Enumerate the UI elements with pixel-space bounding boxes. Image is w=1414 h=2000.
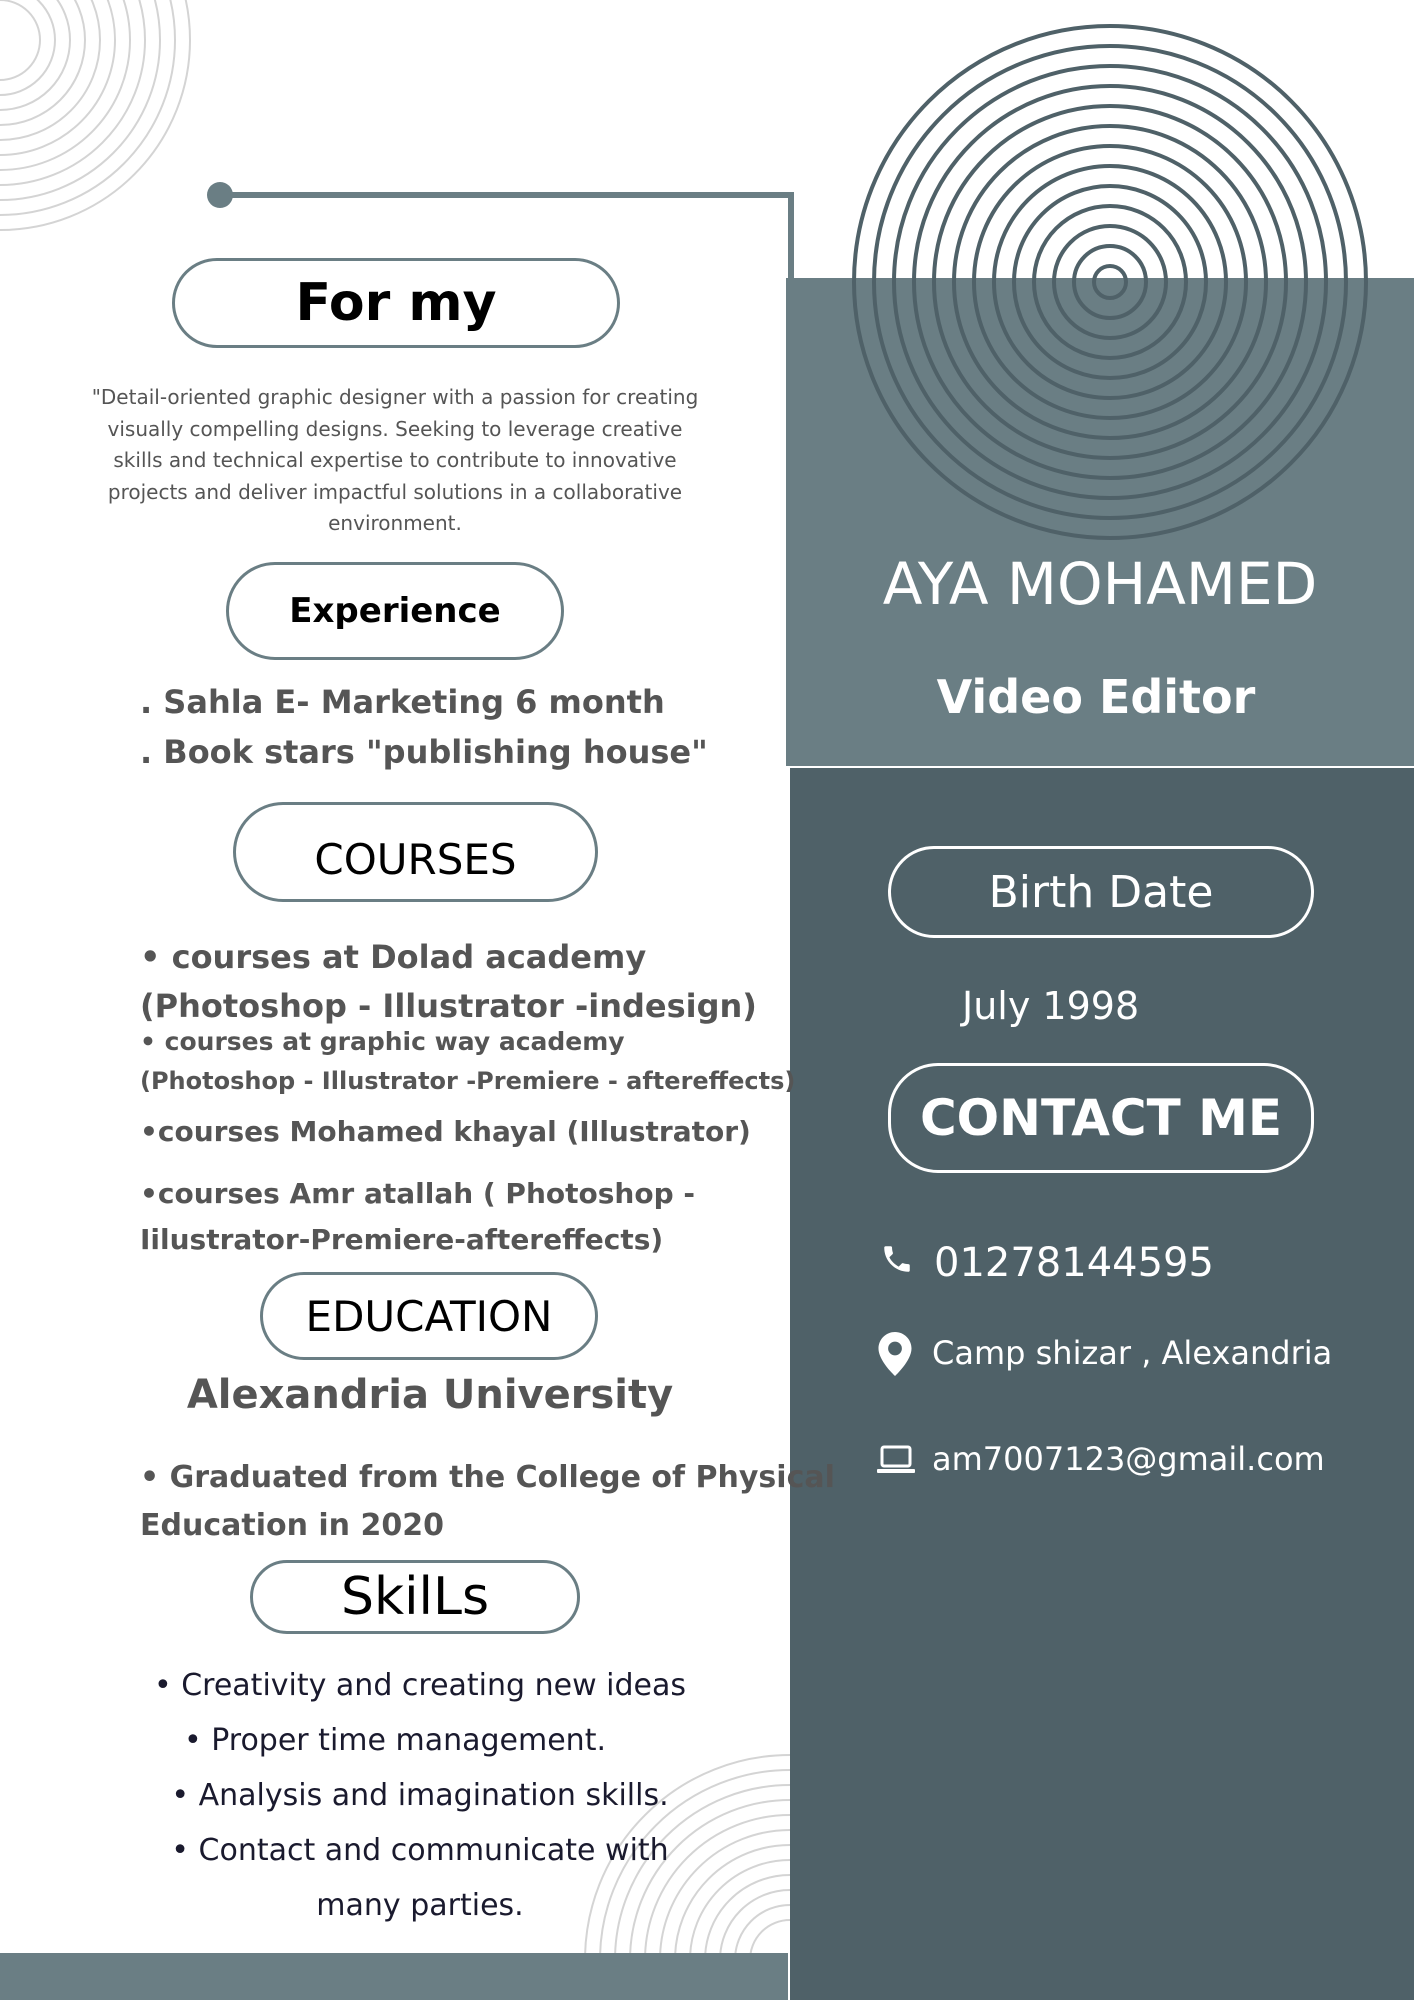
phone-icon <box>880 1242 914 1276</box>
about-heading <box>172 258 620 348</box>
skills-list <box>120 1658 720 1933</box>
education-detail: Education in 2020 <box>140 1508 444 1543</box>
course-item: • courses at graphic way academy <box>140 1027 625 1056</box>
education-heading <box>260 1272 598 1360</box>
about-line: visually compelling designs. Seeking to leverage creative <box>107 416 683 441</box>
courses-heading <box>233 802 598 902</box>
about-line: environment. <box>328 511 462 535</box>
about-line: skills and technical expertise to contribute to innovative <box>113 448 677 472</box>
experience-heading <box>226 562 564 660</box>
birth-date-heading-label: Birth Date <box>988 866 1214 918</box>
education-school: Alexandria University <box>186 1372 674 1418</box>
top-left-arcs-decoration <box>0 0 230 240</box>
skill-item: • Creativity and creating new ideas <box>153 1668 686 1703</box>
birth-date-value: July 1998 <box>962 984 1140 1028</box>
course-item: Iilustrator-Premiere-aftereffects) <box>140 1223 664 1256</box>
course-item: • courses at Dolad academy <box>140 938 647 976</box>
sidebar-panel <box>790 768 1414 2000</box>
about-line: "Detail-oriented graphic designer with a passion for creating <box>91 385 699 409</box>
about-heading-label: For my <box>295 273 497 333</box>
about-paragraph <box>60 382 730 540</box>
birth-date-heading <box>888 846 1314 938</box>
contact-email[interactable]: am7007123@gmail.com <box>932 1440 1325 1478</box>
bottom-bar <box>0 1953 788 2000</box>
course-item: (Photoshop - Illustrator -indesign) <box>140 987 757 1025</box>
skills-heading-label: SkilLs <box>340 1567 490 1627</box>
course-item: •courses Amr atallah ( Photoshop - <box>140 1177 695 1210</box>
skills-heading <box>250 1560 580 1634</box>
concentric-circles-graphic <box>850 22 1370 542</box>
contact-heading-label: CONTACT ME <box>919 1089 1283 1147</box>
education-detail: • Graduated from the College of Physical <box>140 1460 835 1495</box>
course-item: (Photoshop - Illustrator -Premiere - aftereffects) <box>140 1067 796 1095</box>
skill-item: • Contact and communicate with <box>171 1833 669 1868</box>
skill-item: • Analysis and imagination skills. <box>171 1778 669 1813</box>
laptop-icon <box>876 1444 916 1476</box>
profile-title: Video Editor <box>936 670 1256 724</box>
contact-phone[interactable]: 01278144595 <box>934 1240 1214 1286</box>
experience-item: . Book stars "publishing house" <box>140 733 708 771</box>
skill-item: many parties. <box>316 1888 524 1923</box>
skill-item: • Proper time management. <box>183 1723 606 1758</box>
education-heading-label: EDUCATION <box>305 1291 553 1341</box>
contact-address: Camp shizar , Alexandria <box>932 1334 1333 1372</box>
experience-heading-label: Experience <box>289 591 501 631</box>
experience-item: . Sahla E- Marketing 6 month <box>140 683 665 721</box>
courses-heading-label: COURSES <box>314 834 517 884</box>
profile-name: AYA MOHAMED <box>882 550 1318 618</box>
course-item: •courses Mohamed khayal (Illustrator) <box>140 1115 751 1148</box>
location-pin-icon <box>878 1332 912 1376</box>
about-line: projects and deliver impactful solutions in a collaborative <box>107 479 683 504</box>
contact-heading <box>888 1063 1314 1173</box>
